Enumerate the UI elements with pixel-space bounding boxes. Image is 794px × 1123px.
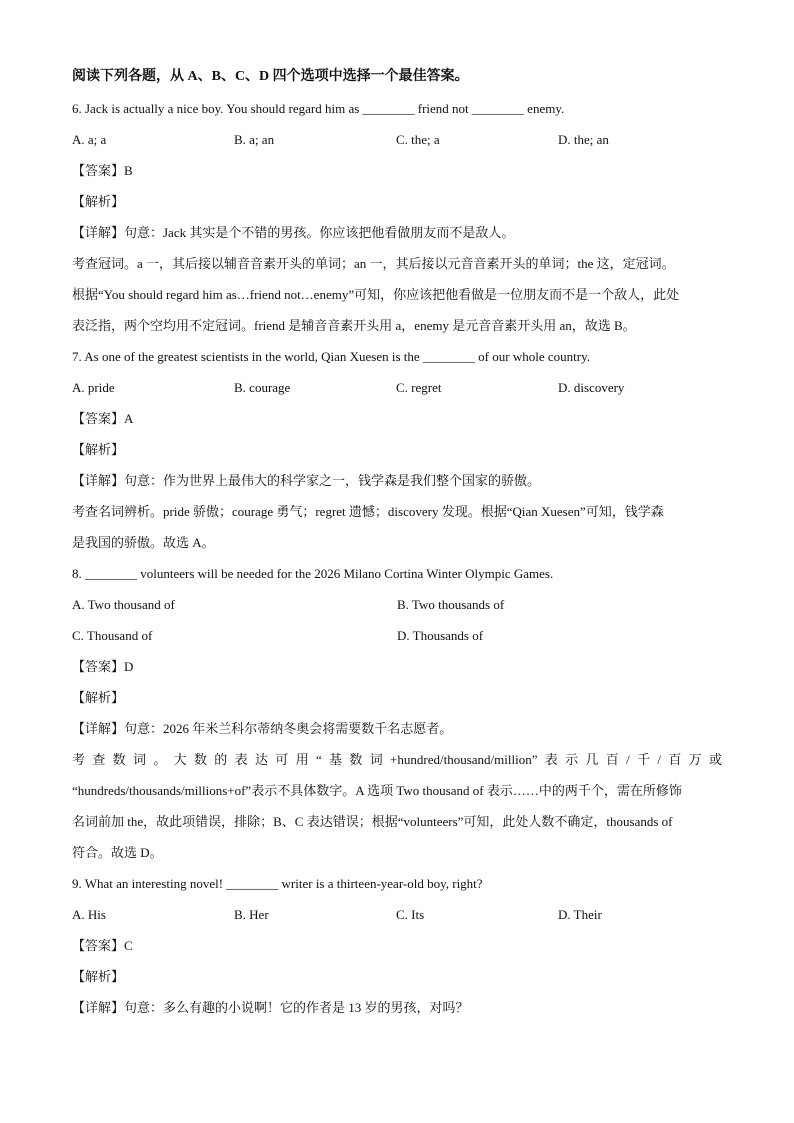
option-c: C. the; a [396, 132, 440, 147]
analysis-label: 【解析】 [72, 194, 125, 209]
detail-line: 【详解】句意：作为世界上最伟大的科学家之一，钱学森是我们整个国家的骄傲。 [72, 473, 541, 488]
options-row [72, 899, 722, 930]
explanation-line: 考查数词。大数的表达可用“基数词+hundred/thousand/million”表示几百/千/百万或 [72, 752, 722, 767]
question-stem: 9. What an interesting novel! ________ writer is a thirteen-year-old boy, right? [72, 876, 483, 891]
option-a: A. pride [72, 380, 115, 395]
question-8 [72, 558, 722, 868]
question-9 [72, 868, 722, 1023]
options-row [72, 620, 722, 651]
question-6 [72, 93, 722, 341]
option-c: C. Thousand of [72, 628, 153, 643]
detail-line: 【详解】句意：2026 年米兰科尔蒂纳冬奥会将需要数千名志愿者。 [72, 721, 453, 736]
option-d: D. Their [558, 907, 602, 922]
option-c: C. Its [396, 907, 425, 922]
option-d: D. discovery [558, 380, 625, 395]
answer-label: 【答案】B [72, 163, 133, 178]
detail-line: 【详解】句意：多么有趣的小说啊！它的作者是 13 岁的男孩，对吗？ [72, 1000, 469, 1015]
option-d: D. Thousands of [397, 628, 484, 643]
analysis-label: 【解析】 [72, 969, 125, 984]
explanation-line: 考查冠词。a 一，其后接以辅音音素开头的单词；an 一，其后接以元音音素开头的单词；the 这，定冠词。 [72, 256, 675, 271]
question-stem: 8. ________ volunteers will be needed for the 2026 Milano Cortina Winter Olympic Games. [72, 566, 554, 581]
question-stem: 6. Jack is actually a nice boy. You should regard him as ________ friend not ________ enemy. [72, 101, 565, 116]
question-7 [72, 341, 722, 558]
explanation-line: “hundreds/thousands/millions+of”表示不具体数字。A 选项 Two thousand of 表示……中的两千个，需在所修饰 [72, 783, 682, 798]
explanation-line: 考查名词辨析。pride 骄傲；courage 勇气；regret 遗憾；discovery 发现。根据“Qian Xuesen”可知，钱学森 [72, 504, 664, 519]
explanation-line: 符合。故选 D。 [72, 845, 163, 860]
option-b: B. courage [234, 380, 291, 395]
document-page [72, 60, 722, 1023]
option-b: B. Two thousands of [397, 597, 505, 612]
explanation-line: 名词前加 the，故此项错误，排除；B、C 表达错误；根据“volunteers”可知，此处人数不确定，thousands of [72, 814, 673, 829]
option-c: C. regret [396, 380, 442, 395]
explanation-line: 根据“You should regard him as…friend not…enemy”可知，你应该把他看做是一位朋友而不是一个敌人，此处 [72, 287, 680, 302]
option-d: D. the; an [558, 132, 609, 147]
analysis-label: 【解析】 [72, 690, 125, 705]
answer-label: 【答案】A [72, 411, 134, 426]
question-stem: 7. As one of the greatest scientists in the world, Qian Xuesen is the ________ of our whole country. [72, 349, 590, 364]
explanation-line: 表泛指，两个空均用不定冠词。friend 是辅音音素开头用 a，enemy 是元音音素开头用 an，故选 B。 [72, 318, 636, 333]
options-row [72, 124, 722, 155]
option-a: A. a; a [72, 132, 107, 147]
detail-line: 【详解】句意：Jack 其实是个不错的男孩。你应该把他看做朋友而不是敌人。 [72, 225, 515, 240]
option-a: A. Two thousand of [72, 597, 175, 612]
answer-label: 【答案】C [72, 938, 133, 953]
option-a: A. His [72, 907, 106, 922]
explanation-line: 是我国的骄傲。故选 A。 [72, 535, 215, 550]
analysis-label: 【解析】 [72, 442, 125, 457]
answer-label: 【答案】D [72, 659, 134, 674]
option-b: B. Her [234, 907, 269, 922]
options-row [72, 589, 722, 620]
section-heading: 阅读下列各题，从 A、B、C、D 四个选项中选择一个最佳答案。 [72, 69, 469, 84]
options-row [72, 372, 722, 403]
option-b: B. a; an [234, 132, 275, 147]
